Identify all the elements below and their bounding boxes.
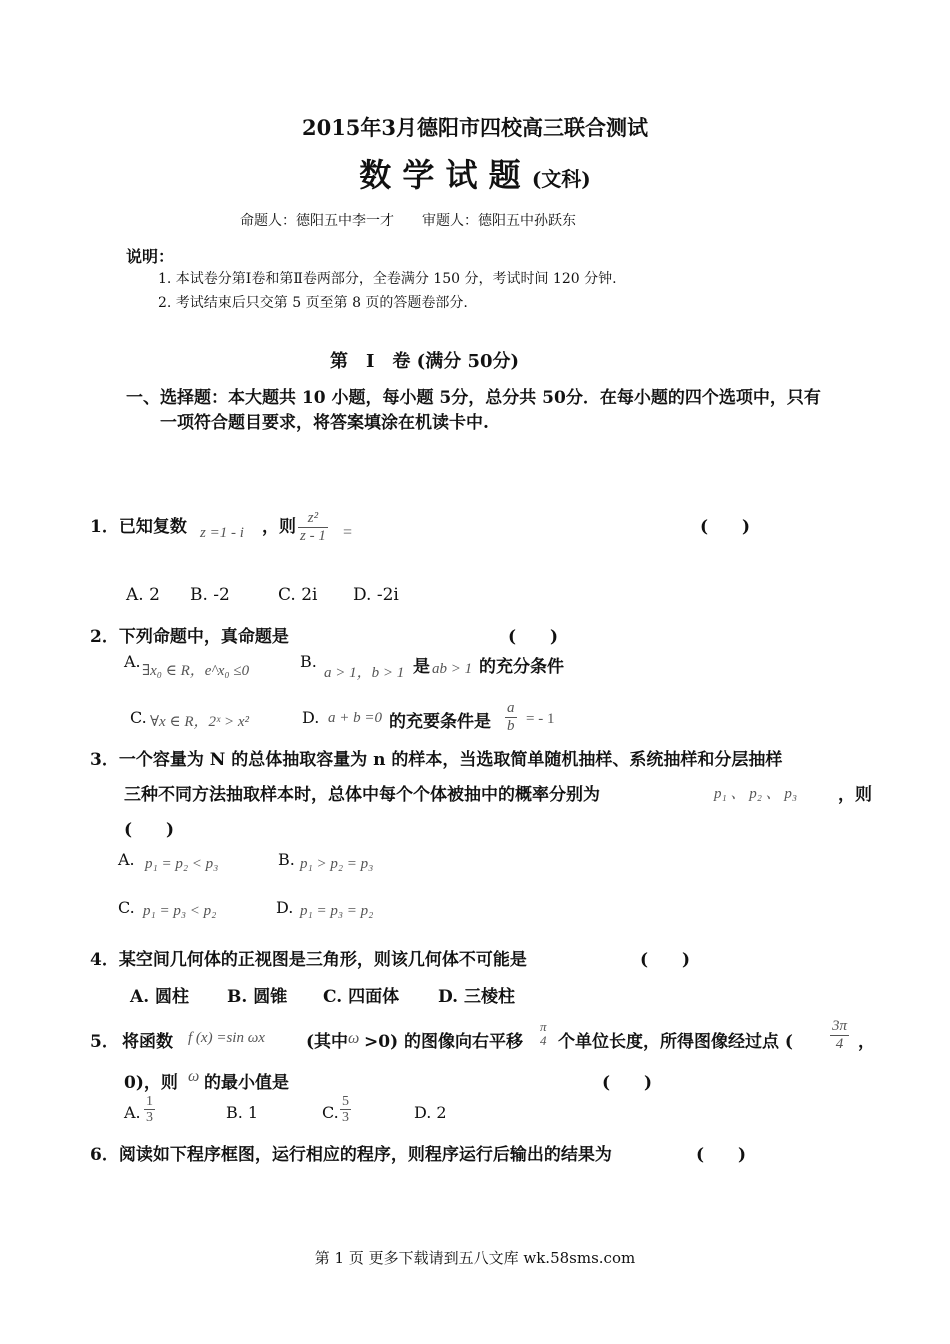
question-text: 阅读如下程序框图，运行相应的程序，则程序运行后输出的结果为	[118, 1145, 612, 1165]
subject-note: (文科)	[531, 167, 591, 191]
answer-bracket: ( )	[700, 517, 751, 537]
q1-frac-num: z²	[298, 510, 328, 528]
question-text: 某空间几何体的正视图是三角形，则该几何体不可能是	[118, 950, 527, 970]
q5-omega: ω	[348, 1030, 360, 1047]
q5-stem-1: 将函数	[122, 1032, 173, 1052]
q5-stem-2: (其中	[306, 1032, 349, 1052]
answer-bracket: ( )	[640, 950, 691, 970]
q5-stem-5: ，	[858, 1032, 875, 1052]
q1-fraction	[298, 510, 328, 544]
authors-line: 命题人：德阳五中李一才 审题人：德阳五中孙跃东	[240, 213, 576, 229]
q2-option-b-expr2: ab > 1	[432, 661, 473, 677]
q2-frac-num: a	[507, 700, 515, 716]
question-3-line-2: 三种不同方法抽取样本时，总体中每个个体被抽中的概率分别为	[124, 785, 600, 805]
q4-option-a: A. 圆柱	[130, 987, 190, 1007]
question-4-stem	[90, 945, 527, 970]
answer-bracket: ( )	[696, 1145, 747, 1165]
q1-option-b: B. -2	[190, 585, 230, 605]
question-number: 6．	[90, 1145, 119, 1165]
q3-option-a-expr: p₁ = p₂ < p₃	[145, 856, 219, 872]
q5-option-d: D. 2	[414, 1103, 447, 1122]
q2-option-d-tail: = - 1	[526, 711, 555, 727]
q2-option-b-expr: a > 1，b > 1	[324, 665, 405, 681]
subject-name: 数 学 试 题	[359, 156, 521, 194]
subject-title	[0, 150, 950, 196]
q1-option-a: A. 2	[126, 585, 160, 605]
q5-c-num: 5	[342, 1094, 349, 1109]
q2-option-d-text: 的充要条件是	[389, 712, 491, 732]
q1-expr-z: z =1 - i	[200, 525, 244, 541]
q5-function: f (x) =sin ωx	[188, 1030, 265, 1046]
notes-heading: 说明：	[126, 247, 175, 266]
q3-option-d-label: D.	[276, 898, 294, 917]
q1-option-d: D. -2i	[353, 585, 399, 605]
q2-option-b-text2: 的充分条件	[479, 657, 564, 677]
q4-option-c: C. 四面体	[323, 987, 400, 1007]
answer-bracket: ( )	[124, 820, 175, 840]
q2-option-d-expr: a + b =0	[328, 710, 382, 726]
q5-a-den: 3	[146, 1110, 153, 1126]
question-number: 3．	[90, 750, 119, 770]
q1-frac-den: z - 1	[300, 527, 326, 544]
q2-frac-den: b	[507, 717, 515, 734]
q3-option-c-label: C.	[118, 898, 135, 917]
q5-stem-3: >0) 的图像向右平移	[364, 1032, 524, 1052]
q3-probabilities: p₁ 、 p₂ 、 p₃	[714, 786, 798, 802]
q3-option-b-expr: p₁ > p₂ = p₃	[300, 856, 374, 872]
part1-heading: 第 Ⅰ 卷 (满分 50分)	[330, 351, 520, 372]
note-item-2: 2. 考试结束后只交第 5 页至第 8 页的答题卷部分.	[158, 295, 468, 311]
q2-option-b-text: 是	[413, 657, 430, 677]
q5-option-b: B. 1	[226, 1103, 259, 1122]
part1-instructions-1: 一、选择题：本大题共 10 小题，每小题 5分，总分共 50分．在每小题的四个选项中，只有	[126, 388, 821, 408]
answer-bracket: ( )	[508, 627, 559, 647]
q5-option-c-fraction	[340, 1094, 351, 1126]
q2-option-a-label: A.	[124, 652, 141, 671]
q5-point-fraction	[830, 1018, 849, 1052]
part1-instructions-2: 一项符合题目要求，将答案填涂在机读卡中.	[160, 413, 489, 433]
q5-line-2-omega: ω	[188, 1068, 200, 1085]
q5-c-den: 3	[342, 1110, 349, 1126]
q3-option-b-label: B.	[278, 850, 295, 869]
q3-option-d-expr: p₁ = p₃ = p₂	[300, 903, 374, 919]
question-5-number: 5．	[90, 1032, 119, 1052]
q3-option-c-expr: p₁ = p₃ < p₂	[143, 903, 217, 919]
q2-option-d-label: D.	[302, 708, 320, 727]
q5-frac1-num: π	[540, 1019, 547, 1034]
q1-then: ，则	[262, 517, 296, 537]
q5-line-2-a: 0)，则	[124, 1073, 178, 1093]
question-2-stem	[90, 622, 289, 647]
q5-option-a-label: A.	[124, 1103, 141, 1122]
question-3-line-1	[90, 745, 782, 770]
q2-option-a-expr: ∃x₀ ∈ R，e^x₀ ≤0	[142, 663, 250, 679]
q5-frac1-den: 4	[540, 1033, 547, 1049]
question-number: 2．	[90, 627, 119, 647]
question-text: 已知复数	[118, 517, 187, 537]
question-text: 下列命题中，真命题是	[118, 627, 289, 647]
exam-title: 2015年3月德阳市四校高三联合测试	[301, 115, 649, 140]
q2-option-c-label: C.	[130, 708, 147, 727]
note-item-1: 1. 本试卷分第Ⅰ卷和第Ⅱ卷两部分，全卷满分 150 分，考试时间 120 分钟.	[158, 271, 617, 287]
question-text: 一个容量为 N 的总体抽取容量为 n 的样本，当选取简单随机抽样、系统抽样和分层抽样	[118, 750, 783, 770]
answer-bracket: ( )	[602, 1073, 653, 1093]
question-number: 4．	[90, 950, 119, 970]
page-footer: 第 1 页 更多下载请到五八文库 wk.58sms.com	[314, 1249, 636, 1267]
q1-option-c: C. 2i	[278, 585, 318, 605]
q5-option-a-fraction	[144, 1094, 155, 1126]
q3-option-a-label: A.	[118, 850, 135, 869]
q5-a-num: 1	[146, 1094, 153, 1109]
q5-frac2-num: 3π	[832, 1018, 848, 1034]
q4-option-d: D. 三棱柱	[438, 987, 515, 1007]
q5-stem-4: 个单位长度，所得图像经过点 (	[558, 1032, 793, 1052]
question-number: 1．	[90, 517, 119, 537]
q1-equals: =	[343, 524, 353, 541]
q5-shift-fraction	[538, 1020, 549, 1049]
q2-option-d-fraction	[505, 700, 517, 734]
q5-option-c-label: C.	[322, 1103, 339, 1122]
q2-option-c-expr: ∀x ∈ R，2ˣ > x²	[150, 714, 249, 730]
q3-line2-tail: ，则	[838, 785, 872, 805]
question-1-stem	[90, 512, 187, 537]
q4-option-b: B. 圆锥	[227, 987, 288, 1007]
q5-line-2-b: 的最小值是	[204, 1073, 289, 1093]
q5-frac2-den: 4	[835, 1035, 844, 1052]
q2-option-b-label: B.	[300, 652, 317, 671]
question-6-stem	[90, 1140, 612, 1165]
